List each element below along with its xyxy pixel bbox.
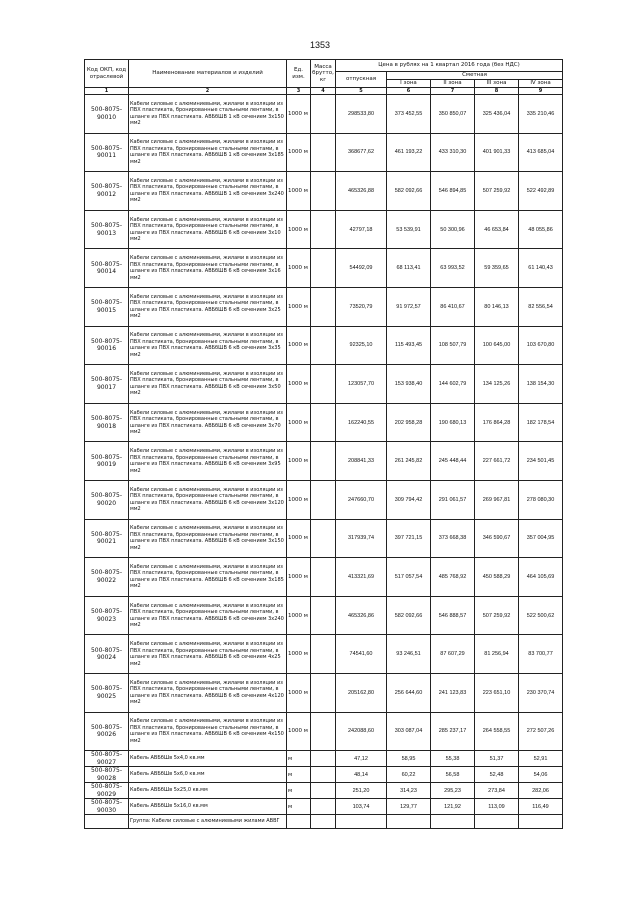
row-unit: 1000 м: [287, 172, 311, 211]
row-name: Кабели силовые с алюминиевыми, жилами в изоляции из ПВХ пластиката, бронированные стальными лентами, в шланге из ПВХ пластиката. АВБбШВ 6 кВ сечением 3х240 мм2: [129, 596, 287, 635]
row-mass: [311, 249, 336, 288]
row-code: 500-8075-90028: [85, 767, 129, 783]
header-zone-3: III зона: [475, 80, 519, 88]
price-release: 465326,88: [336, 172, 387, 211]
row-unit: 1000 м: [287, 519, 311, 558]
table-row: [85, 673, 563, 712]
price-zone-2: 87 607,29: [431, 635, 475, 674]
row-code: 500-8075-90011: [85, 133, 129, 172]
price-zone-1: 314,23: [387, 783, 431, 799]
price-zone-3: 227 661,72: [475, 442, 519, 481]
price-release: 74541,60: [336, 635, 387, 674]
price-zone-2: 485 768,92: [431, 558, 475, 597]
row-unit: м: [287, 799, 311, 815]
row-mass: [311, 365, 336, 404]
price-zone-2: 144 602,79: [431, 365, 475, 404]
price-release: 298533,80: [336, 95, 387, 134]
row-mass: [311, 480, 336, 519]
column-index: 9: [519, 88, 563, 95]
price-zone-2: 241 123,83: [431, 673, 475, 712]
price-release: 247660,70: [336, 480, 387, 519]
table-row: [85, 172, 563, 211]
table-row: [85, 365, 563, 404]
group-empty-cell: [431, 815, 475, 829]
price-zone-1: 256 644,60: [387, 673, 431, 712]
row-code: 500-8075-90013: [85, 210, 129, 249]
header-price-title: Цена в рублях на 1 квартал 2016 года (без НДС): [336, 60, 563, 72]
header-code: Код ОКП, код отраслевой: [85, 60, 129, 88]
row-name: Кабели силовые с алюминиевыми, жилами в изоляции из ПВХ пластиката, бронированные стальными лентами, в шланге из ПВХ пластиката. АВБбШВ 6 кВ сечением 4х120 мм2: [129, 673, 287, 712]
price-zone-2: 433 310,30: [431, 133, 475, 172]
row-mass: [311, 751, 336, 767]
row-code: 500-8075-90020: [85, 480, 129, 519]
price-zone-2: 108 507,79: [431, 326, 475, 365]
price-zone-1: 397 721,15: [387, 519, 431, 558]
price-zone-3: 507 259,92: [475, 172, 519, 211]
price-zone-1: 91 972,57: [387, 287, 431, 326]
row-name: Кабели силовые с алюминиевыми, жилами в изоляции из ПВХ пластиката, бронированные стальными лентами, в шланге из ПВХ пластиката. АВБбШВ 6 кВ сечением 3х70 мм2: [129, 403, 287, 442]
price-zone-4: 282,06: [519, 783, 563, 799]
row-mass: [311, 442, 336, 481]
price-zone-3: 325 436,04: [475, 95, 519, 134]
table-row: [85, 783, 563, 799]
row-mass: [311, 673, 336, 712]
row-unit: 1000 м: [287, 287, 311, 326]
price-release: 251,20: [336, 783, 387, 799]
price-zone-2: 56,58: [431, 767, 475, 783]
price-release: 92325,10: [336, 326, 387, 365]
group-empty-cell: [311, 815, 336, 829]
column-index: 3: [287, 88, 311, 95]
table-row: [85, 133, 563, 172]
row-code: 500-8075-90024: [85, 635, 129, 674]
price-zone-3: 46 653,84: [475, 210, 519, 249]
row-name: Кабель АВБбШв 5х6,0 кв.мм: [129, 767, 287, 783]
price-zone-4: 83 700,77: [519, 635, 563, 674]
row-unit: 1000 м: [287, 480, 311, 519]
group-label: Группа: Кабели силовые с алюминиевыми жилами АВВГ: [129, 815, 287, 829]
row-name: Кабели силовые с алюминиевыми, жилами в изоляции из ПВХ пластиката, бронированные стальными лентами, в шланге из ПВХ пластиката. АВБбШВ 6 кВ сечением 3х95 мм2: [129, 442, 287, 481]
row-mass: [311, 783, 336, 799]
price-zone-4: 103 670,80: [519, 326, 563, 365]
price-zone-4: 335 210,46: [519, 95, 563, 134]
row-unit: 1000 м: [287, 635, 311, 674]
row-name: Кабели силовые с алюминиевыми, жилами в изоляции из ПВХ пластиката, бронированные стальными лентами, в шланге из ПВХ пластиката. АВБбШВ 6 кВ сечением 3х10 мм2: [129, 210, 287, 249]
price-release: 413321,69: [336, 558, 387, 597]
price-zone-3: 113,09: [475, 799, 519, 815]
header-name: Наименование материалов и изделий: [129, 60, 287, 88]
row-code: 500-8075-90021: [85, 519, 129, 558]
price-zone-4: 234 501,45: [519, 442, 563, 481]
price-zone-2: 285 237,17: [431, 712, 475, 751]
row-code: 500-8075-90025: [85, 673, 129, 712]
price-zone-4: 230 370,74: [519, 673, 563, 712]
price-zone-2: 295,23: [431, 783, 475, 799]
row-unit: 1000 м: [287, 210, 311, 249]
price-zone-4: 413 685,04: [519, 133, 563, 172]
header-zone-1: I зона: [387, 80, 431, 88]
price-release: 54492,09: [336, 249, 387, 288]
price-zone-3: 52,48: [475, 767, 519, 783]
price-zone-2: 245 448,44: [431, 442, 475, 481]
group-empty-cell: [287, 815, 311, 829]
row-name: Кабели силовые с алюминиевыми, жилами в изоляции из ПВХ пластиката, бронированные стальными лентами, в шланге из ПВХ пластиката. АВБбШВ 6 кВ сечением 3х120 мм2: [129, 480, 287, 519]
table-row: [85, 751, 563, 767]
price-zone-1: 261 245,82: [387, 442, 431, 481]
row-code: 500-8075-90015: [85, 287, 129, 326]
row-name: Кабели силовые с алюминиевыми, жилами в изоляции из ПВХ пластиката, бронированные стальными лентами, в шланге из ПВХ пластиката. АВБбШВ 6 кВ сечением 3х185 мм2: [129, 558, 287, 597]
row-unit: 1000 м: [287, 442, 311, 481]
price-release: 42797,18: [336, 210, 387, 249]
price-release: 103,74: [336, 799, 387, 815]
row-mass: [311, 519, 336, 558]
price-release: 242088,60: [336, 712, 387, 751]
row-mass: [311, 596, 336, 635]
table-row: [85, 287, 563, 326]
row-code: 500-8075-90023: [85, 596, 129, 635]
row-code: 500-8075-90030: [85, 799, 129, 815]
row-mass: [311, 172, 336, 211]
price-release: 123057,70: [336, 365, 387, 404]
price-zone-3: 269 967,81: [475, 480, 519, 519]
price-zone-1: 93 246,51: [387, 635, 431, 674]
price-zone-3: 176 864,28: [475, 403, 519, 442]
price-zone-4: 82 556,54: [519, 287, 563, 326]
price-release: 208841,33: [336, 442, 387, 481]
table-row: [85, 95, 563, 134]
price-zone-1: 303 087,04: [387, 712, 431, 751]
row-name: Кабели силовые с алюминиевыми, жилами в изоляции из ПВХ пластиката, бронированные стальными лентами, в шланге из ПВХ пластиката. АВБбШВ 6 кВ сечением 3х35 мм2: [129, 326, 287, 365]
row-code: 500-8075-90027: [85, 751, 129, 767]
group-row: [85, 815, 563, 829]
price-zone-4: 357 004,95: [519, 519, 563, 558]
table-row: [85, 558, 563, 597]
column-index: 2: [129, 88, 287, 95]
table-row: [85, 249, 563, 288]
header-zone-2: II зона: [431, 80, 475, 88]
header-estimated: Сметная: [387, 72, 563, 80]
row-unit: м: [287, 767, 311, 783]
price-zone-4: 61 140,43: [519, 249, 563, 288]
table-row: [85, 596, 563, 635]
price-release: 205162,80: [336, 673, 387, 712]
price-zone-1: 373 452,55: [387, 95, 431, 134]
price-zone-2: 546 894,85: [431, 172, 475, 211]
price-zone-3: 264 558,55: [475, 712, 519, 751]
price-zone-4: 522 492,89: [519, 172, 563, 211]
row-name: Кабели силовые с алюминиевыми, жилами в изоляции из ПВХ пластиката, бронированные стальными лентами, в шланге из ПВХ пластиката. АВБбШВ 6 кВ сечением 4х150 мм2: [129, 712, 287, 751]
table-row: [85, 799, 563, 815]
header-release: отпускная: [336, 72, 387, 88]
price-zone-2: 86 410,67: [431, 287, 475, 326]
row-unit: 1000 м: [287, 673, 311, 712]
price-zone-3: 223 651,10: [475, 673, 519, 712]
header-unit: Ед. изм.: [287, 60, 311, 88]
price-zone-1: 202 958,28: [387, 403, 431, 442]
table-row: [85, 326, 563, 365]
row-unit: 1000 м: [287, 558, 311, 597]
price-zone-4: 182 178,54: [519, 403, 563, 442]
row-unit: 1000 м: [287, 596, 311, 635]
row-code: 500-8075-90029: [85, 783, 129, 799]
price-zone-3: 59 359,65: [475, 249, 519, 288]
header-zone-4: IV зона: [519, 80, 563, 88]
price-zone-4: 116,49: [519, 799, 563, 815]
row-mass: [311, 767, 336, 783]
row-unit: 1000 м: [287, 95, 311, 134]
row-mass: [311, 799, 336, 815]
price-release: 47,12: [336, 751, 387, 767]
header-mass: Масса брутто, кг: [311, 60, 336, 88]
row-name: Кабель АВБбШв 5х25,0 кв.мм: [129, 783, 287, 799]
price-release: 317939,74: [336, 519, 387, 558]
row-unit: 1000 м: [287, 403, 311, 442]
price-zone-3: 401 901,33: [475, 133, 519, 172]
column-index: 8: [475, 88, 519, 95]
row-mass: [311, 403, 336, 442]
row-mass: [311, 326, 336, 365]
row-name: Кабели силовые с алюминиевыми, жилами в изоляции из ПВХ пластиката, бронированные стальными лентами, в шланге из ПВХ пластиката. АВБбШВ 1 кВ сечением 3х150 мм2: [129, 95, 287, 134]
price-zone-1: 582 092,66: [387, 596, 431, 635]
column-index: 5: [336, 88, 387, 95]
row-name: Кабель АВБбШв 5х4,0 кв.мм: [129, 751, 287, 767]
table-row: [85, 442, 563, 481]
group-empty-cell: [519, 815, 563, 829]
price-zone-1: 582 092,66: [387, 172, 431, 211]
price-zone-2: 373 668,38: [431, 519, 475, 558]
price-zone-4: 138 154,30: [519, 365, 563, 404]
row-code: 500-8075-90017: [85, 365, 129, 404]
price-zone-4: 272 507,26: [519, 712, 563, 751]
row-mass: [311, 558, 336, 597]
price-zone-3: 134 125,26: [475, 365, 519, 404]
row-unit: 1000 м: [287, 365, 311, 404]
row-name: Кабели силовые с алюминиевыми, жилами в изоляции из ПВХ пластиката, бронированные стальными лентами, в шланге из ПВХ пластиката. АВБбШВ 6 кВ сечением 3х16 мм2: [129, 249, 287, 288]
page-number: 1353: [309, 40, 331, 50]
group-empty-cell: [475, 815, 519, 829]
price-zone-2: 350 850,07: [431, 95, 475, 134]
price-zone-3: 80 146,13: [475, 287, 519, 326]
price-zone-1: 53 539,91: [387, 210, 431, 249]
row-unit: 1000 м: [287, 249, 311, 288]
price-zone-1: 115 493,45: [387, 326, 431, 365]
price-zone-4: 54,06: [519, 767, 563, 783]
price-release: 368677,62: [336, 133, 387, 172]
row-code: 500-8075-90019: [85, 442, 129, 481]
row-code: 500-8075-90018: [85, 403, 129, 442]
row-code: 500-8075-90014: [85, 249, 129, 288]
price-zone-4: 278 080,30: [519, 480, 563, 519]
row-name: Кабели силовые с алюминиевыми, жилами в изоляции из ПВХ пластиката, бронированные стальными лентами, в шланге из ПВХ пластиката. АВБбШВ 6 кВ сечением 3х50 мм2: [129, 365, 287, 404]
table-row: [85, 635, 563, 674]
table-row: [85, 519, 563, 558]
row-unit: 1000 м: [287, 133, 311, 172]
price-zone-1: 58,95: [387, 751, 431, 767]
price-zone-1: 461 193,22: [387, 133, 431, 172]
price-zone-2: 546 888,57: [431, 596, 475, 635]
row-unit: м: [287, 751, 311, 767]
group-empty-cell: [336, 815, 387, 829]
row-name: Кабели силовые с алюминиевыми, жилами в изоляции из ПВХ пластиката, бронированные стальными лентами, в шланге из ПВХ пластиката. АВБбШВ 6 кВ сечением 4х25 мм2: [129, 635, 287, 674]
price-zone-2: 291 061,57: [431, 480, 475, 519]
price-zone-1: 153 938,40: [387, 365, 431, 404]
price-zone-1: 68 113,41: [387, 249, 431, 288]
row-code: 500-8075-90022: [85, 558, 129, 597]
table-row: [85, 712, 563, 751]
group-empty-cell: [387, 815, 431, 829]
row-name: Кабели силовые с алюминиевыми, жилами в изоляции из ПВХ пластиката, бронированные стальными лентами, в шланге из ПВХ пластиката. АВБбШВ 1 кВ сечением 3х185 мм2: [129, 133, 287, 172]
price-zone-3: 100 645,00: [475, 326, 519, 365]
table-row: [85, 210, 563, 249]
price-zone-1: 517 057,54: [387, 558, 431, 597]
row-mass: [311, 210, 336, 249]
column-index: 1: [85, 88, 129, 95]
price-zone-2: 190 680,13: [431, 403, 475, 442]
row-code: 500-8075-90016: [85, 326, 129, 365]
price-zone-3: 450 588,29: [475, 558, 519, 597]
table-row: [85, 480, 563, 519]
column-index-row: [85, 88, 563, 95]
row-mass: [311, 635, 336, 674]
row-name: Кабели силовые с алюминиевыми, жилами в изоляции из ПВХ пластиката, бронированные стальными лентами, в шланге из ПВХ пластиката. АВБбШВ 6 кВ сечением 3х25 мм2: [129, 287, 287, 326]
row-unit: м: [287, 783, 311, 799]
row-unit: 1000 м: [287, 712, 311, 751]
row-mass: [311, 287, 336, 326]
column-index: 7: [431, 88, 475, 95]
price-zone-4: 48 055,86: [519, 210, 563, 249]
row-mass: [311, 95, 336, 134]
price-zone-3: 507 259,92: [475, 596, 519, 635]
price-zone-2: 50 300,96: [431, 210, 475, 249]
price-release: 48,14: [336, 767, 387, 783]
row-mass: [311, 133, 336, 172]
price-zone-1: 309 794,42: [387, 480, 431, 519]
price-zone-4: 522 500,62: [519, 596, 563, 635]
price-zone-3: 81 256,94: [475, 635, 519, 674]
price-release: 162240,55: [336, 403, 387, 442]
group-code: [85, 815, 129, 829]
price-zone-4: 464 105,69: [519, 558, 563, 597]
column-index: 6: [387, 88, 431, 95]
price-zone-3: 51,37: [475, 751, 519, 767]
row-name: Кабели силовые с алюминиевыми, жилами в изоляции из ПВХ пластиката, бронированные стальными лентами, в шланге из ПВХ пластиката. АВБбШВ 1 кВ сечением 3х240 мм2: [129, 172, 287, 211]
price-zone-2: 55,38: [431, 751, 475, 767]
price-zone-3: 346 590,67: [475, 519, 519, 558]
price-release: 73520,79: [336, 287, 387, 326]
row-mass: [311, 712, 336, 751]
price-zone-1: 60,22: [387, 767, 431, 783]
row-name: Кабели силовые с алюминиевыми, жилами в изоляции из ПВХ пластиката, бронированные стальными лентами, в шланге из ПВХ пластиката. АВБбШВ 6 кВ сечением 3х150 мм2: [129, 519, 287, 558]
price-zone-3: 273,84: [475, 783, 519, 799]
table-row: [85, 403, 563, 442]
row-code: 500-8075-90026: [85, 712, 129, 751]
row-name: Кабель АВБбШв 5х16,0 кв.мм: [129, 799, 287, 815]
price-release: 465326,86: [336, 596, 387, 635]
price-table: [84, 59, 563, 829]
column-index: 4: [311, 88, 336, 95]
table-row: [85, 767, 563, 783]
price-zone-2: 63 993,52: [431, 249, 475, 288]
row-unit: 1000 м: [287, 326, 311, 365]
row-code: 500-8075-90012: [85, 172, 129, 211]
price-zone-4: 52,91: [519, 751, 563, 767]
price-zone-2: 121,92: [431, 799, 475, 815]
row-code: 500-8075-90010: [85, 95, 129, 134]
price-zone-1: 129,77: [387, 799, 431, 815]
